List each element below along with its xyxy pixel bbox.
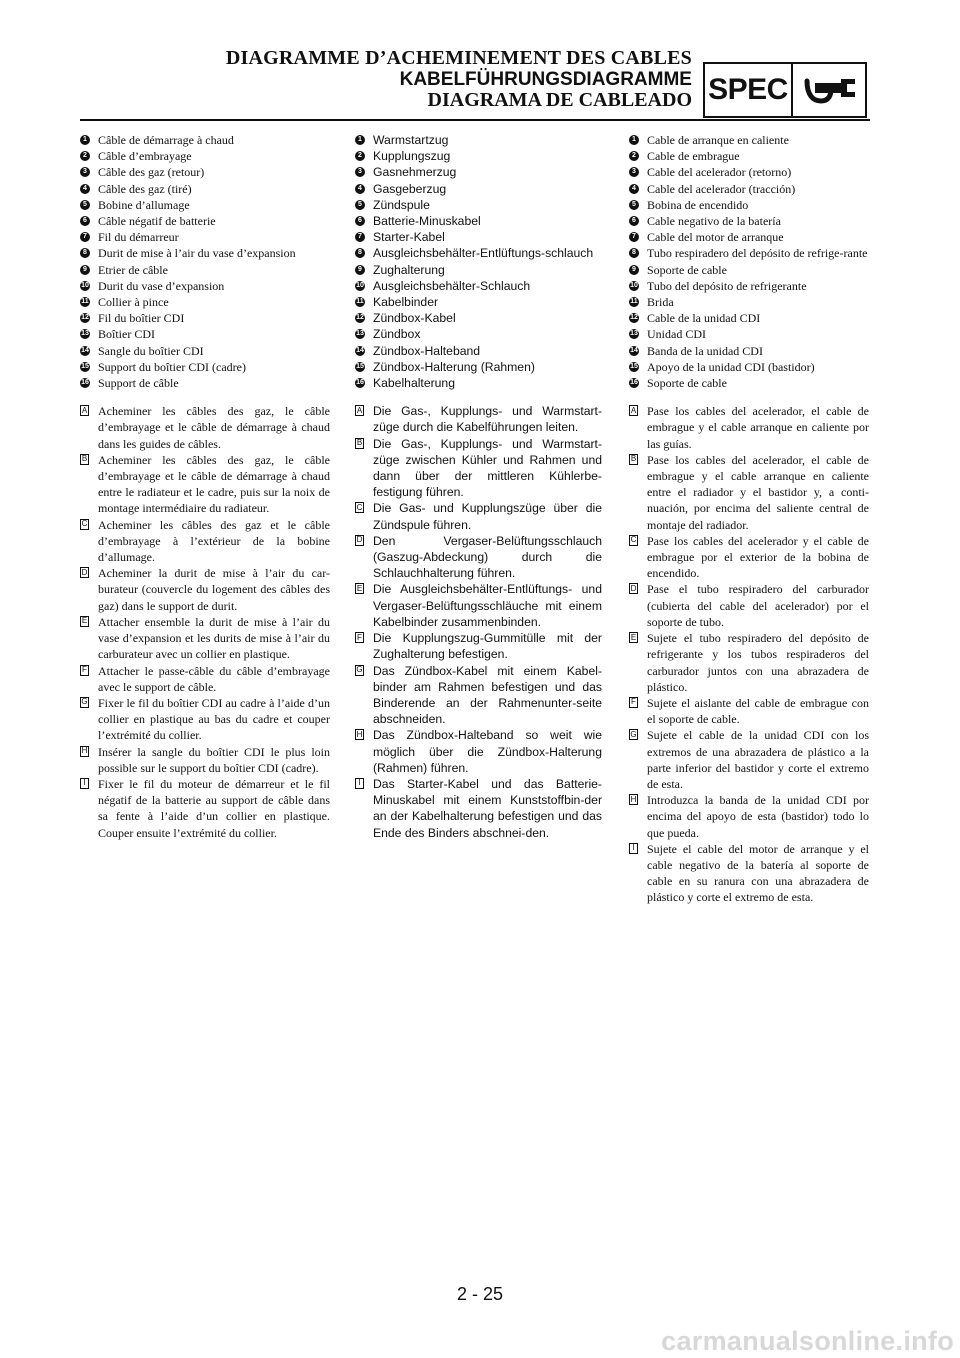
part-item — [355, 359, 602, 375]
note-letter-badge: F — [629, 697, 638, 708]
part-label: Collier à pince — [98, 295, 169, 310]
part-label: Support du boîtier CDI (cadre) — [98, 359, 246, 374]
part-item — [80, 310, 330, 326]
routing-note — [80, 517, 330, 566]
part-item — [355, 229, 602, 245]
part-number-badge: 2 — [629, 151, 639, 161]
part-number-badge: 11 — [629, 297, 639, 307]
part-number-badge: 3 — [355, 167, 365, 177]
routing-note — [80, 614, 330, 663]
part-item — [355, 164, 602, 180]
part-item — [629, 181, 869, 197]
title-spanish: DIAGRAMA DE CABLEADO — [427, 89, 692, 111]
part-number-badge: 3 — [80, 167, 90, 177]
part-item — [80, 375, 330, 391]
spec-label: SPEC — [705, 64, 793, 116]
part-item — [629, 132, 869, 148]
part-number-badge: 12 — [629, 313, 639, 323]
part-label: Zündbox — [373, 327, 421, 342]
note-letter-badge: F — [355, 632, 364, 643]
note-letter-badge: A — [630, 405, 637, 415]
part-item — [355, 310, 602, 326]
part-item — [629, 197, 869, 213]
routing-note — [629, 452, 869, 533]
header-rule — [80, 119, 870, 121]
routing-note — [355, 727, 602, 776]
part-label: Zughalterung — [373, 262, 445, 277]
note-letter-badge: E — [356, 583, 363, 593]
part-label: Etrier de câble — [98, 262, 168, 277]
part-item — [80, 229, 330, 245]
part-label: Cable del acelerador (retorno) — [647, 165, 792, 180]
note-letter-badge: A — [81, 405, 88, 415]
part-item — [629, 229, 869, 245]
page-number: 2 - 25 — [456, 1284, 504, 1304]
routing-note — [629, 841, 869, 906]
part-number-badge: 7 — [80, 232, 90, 242]
part-number-badge: 11 — [80, 297, 90, 307]
note-letter-badge: I — [355, 778, 364, 789]
part-label: Gasnehmerzug — [373, 165, 457, 180]
part-item — [355, 294, 602, 310]
routing-note — [355, 776, 602, 841]
note-letter-badge: D — [356, 535, 363, 545]
column-spanish — [629, 132, 869, 906]
part-label: Câble négatif de batterie — [98, 214, 216, 229]
note-text: Das Starter-Kabel und das Batterie-Minuskabel mit einem Kunststoffbin-der an der Kabelhalterung befestigen und das Ende des Binders abschnei-den. — [373, 776, 602, 840]
part-label: Apoyo de la unidad CDI (bastidor) — [647, 359, 815, 374]
section-gap — [80, 391, 330, 403]
part-item — [355, 245, 602, 261]
routing-note — [629, 403, 869, 452]
part-label: Gasgeberzug — [373, 181, 447, 196]
note-text: Attacher ensemble la durit de mise à l’air du vase d’expansion et les durits de mise à l’air du carburateur avec un collier en plastique. — [98, 614, 330, 662]
part-item — [80, 197, 330, 213]
part-number-badge: 4 — [629, 184, 639, 194]
part-label: Ausgleichsbehälter-Entlüftungs-schlauch — [373, 246, 594, 261]
part-number-badge: 8 — [80, 248, 90, 258]
part-number-badge: 6 — [629, 216, 639, 226]
part-label: Cable de arranque en caliente — [647, 133, 789, 147]
part-item — [355, 262, 602, 278]
section-gap — [629, 391, 869, 403]
part-label: Kabelbinder — [373, 295, 439, 310]
part-number-badge: 12 — [80, 313, 90, 323]
part-item — [355, 148, 602, 164]
note-letter-badge: E — [630, 632, 637, 642]
note-text: Die Gas-, Kupplungs- und Warmstart-züge zwischen Kühler und Rahmen und dann über der mittleren Kühlerbe-festigung führen. — [373, 436, 602, 500]
part-label: Ausgleichsbehälter-Schlauch — [373, 278, 531, 293]
part-number-badge: 13 — [355, 329, 365, 339]
part-number-badge: 9 — [80, 265, 90, 275]
part-number-badge: 14 — [80, 346, 90, 356]
part-number-badge: 13 — [80, 329, 90, 339]
part-label: Fil du boîtier CDI — [98, 311, 185, 326]
part-item — [629, 245, 869, 261]
part-item — [80, 132, 330, 148]
part-number-badge: 9 — [355, 265, 365, 275]
part-number-badge: 12 — [355, 313, 365, 323]
part-item — [355, 326, 602, 342]
part-item — [629, 359, 869, 375]
routing-note — [80, 403, 330, 452]
part-item — [80, 326, 330, 342]
routing-note — [80, 565, 330, 614]
part-number-badge: 16 — [629, 378, 639, 388]
part-item — [80, 294, 330, 310]
part-label: Cable de la unidad CDI — [647, 311, 761, 326]
part-label: Tubo del depósito de refrigerante — [647, 278, 807, 293]
part-number-badge: 1 — [629, 135, 639, 145]
part-number-badge: 13 — [629, 329, 639, 339]
routing-note — [629, 581, 869, 630]
part-label: Support de câble — [98, 376, 179, 391]
note-letter-badge: H — [630, 794, 637, 804]
part-number-badge: 5 — [629, 200, 639, 210]
part-item — [355, 132, 602, 148]
part-item — [629, 375, 869, 391]
routing-note — [629, 533, 869, 582]
title-french: DIAGRAMME D’ACHEMINEMENT DES CABLES — [225, 47, 692, 69]
part-label: Cable de embrague — [647, 149, 740, 164]
part-label: Zündspule — [373, 197, 430, 212]
part-number-badge: 15 — [355, 362, 365, 372]
part-item — [80, 164, 330, 180]
note-text: Die Gas- und Kupplungszüge über die Zündspule führen. — [373, 501, 602, 532]
part-label: Banda de la unidad CDI — [647, 343, 763, 358]
part-number-badge: 10 — [355, 281, 365, 291]
note-text: Introduzca la banda de la unidad CDI por encima del apoyo de esta (bastidor) todo lo que pueda. — [647, 793, 869, 840]
part-label: Câble d’embrayage — [98, 149, 192, 164]
note-text: Den Vergaser-Belüftungsschlauch (Gaszug-Abdeckung) durch die Schlauchhalterung führen. — [373, 533, 602, 581]
part-number-badge: 2 — [80, 151, 90, 161]
part-number-badge: 6 — [80, 216, 90, 226]
part-item — [355, 343, 602, 359]
part-item — [355, 181, 602, 197]
part-number-badge: 9 — [629, 265, 639, 275]
part-item — [355, 213, 602, 229]
routing-note — [355, 533, 602, 582]
part-item — [80, 359, 330, 375]
part-label: Câble de démarrage à chaud — [98, 133, 234, 147]
routing-note — [355, 403, 602, 435]
part-number-badge: 8 — [629, 248, 639, 258]
note-letter-badge: G — [630, 729, 637, 739]
part-label: Cable negativo de la batería — [647, 214, 781, 229]
note-text: Die Kupplungszug-Gummitülle mit der Zughalterung befestigen. — [373, 631, 602, 662]
part-item — [629, 326, 869, 342]
part-number-badge: 5 — [355, 200, 365, 210]
routing-note — [80, 776, 330, 841]
routing-note — [80, 663, 330, 695]
routing-note — [80, 744, 330, 776]
part-item — [80, 262, 330, 278]
part-item — [80, 278, 330, 294]
note-letter-badge: F — [80, 665, 89, 676]
note-letter-badge: G — [81, 697, 88, 707]
note-text: Acheminer la durit de mise à l’air du car-burateur (couvercle du logement des câbles des gaz) dans le support de durit. — [98, 566, 330, 613]
column-french — [80, 132, 330, 841]
routing-note — [80, 695, 330, 744]
note-text: Sujete el tubo respiradero del depósito de refrigerante y los tubos respiraderos del carburador juntos con una abrazadera de plástico. — [647, 631, 869, 694]
part-number-badge: 6 — [355, 216, 365, 226]
routing-note — [355, 581, 602, 630]
part-item — [629, 213, 869, 229]
part-item — [629, 164, 869, 180]
part-label: Câble des gaz (retour) — [98, 165, 205, 180]
routing-note — [355, 630, 602, 662]
part-item — [629, 278, 869, 294]
part-number-badge: 11 — [355, 297, 365, 307]
routing-note — [629, 695, 869, 727]
note-letter-badge: B — [630, 454, 637, 464]
note-text: Pase los cables del acelerador, el cable de embrague y el cable arranque en caliente por las guías. — [647, 404, 869, 451]
part-label: Zündbox-Halteband — [373, 343, 481, 358]
part-item — [80, 213, 330, 229]
part-label: Batterie-Minuskabel — [373, 214, 481, 229]
part-label: Bobine d’allumage — [98, 197, 190, 212]
part-number-badge: 10 — [629, 281, 639, 291]
part-item — [629, 148, 869, 164]
note-text: Acheminer les câbles des gaz, le câble d’embrayage et le câble de démarrage à chaud dans les guides de câbles. — [98, 404, 330, 451]
routing-note — [355, 436, 602, 501]
part-number-badge: 1 — [80, 135, 90, 145]
part-label: Durit du vase d’expansion — [98, 278, 225, 293]
part-number-badge: 14 — [355, 346, 365, 356]
note-letter-badge: B — [81, 454, 88, 464]
note-text: Acheminer les câbles des gaz, le câble d’embrayage et le câble de démarrage à chaud entre le radiateur et le cadre, puis sur la noix de montage intermédiaire du radiateur. — [98, 452, 330, 516]
part-item — [80, 148, 330, 164]
part-label: Unidad CDI — [647, 327, 706, 342]
routing-note — [355, 500, 602, 532]
column-german — [355, 132, 602, 841]
part-number-badge: 7 — [629, 232, 639, 242]
part-label: Warmstartzug — [373, 133, 449, 147]
note-letter-badge: H — [81, 745, 88, 755]
part-number-badge: 10 — [80, 281, 90, 291]
part-label: Durit de mise à l’air du vase d’expansion — [98, 246, 296, 261]
part-item — [355, 375, 602, 391]
part-number-badge: 7 — [355, 232, 365, 242]
routing-note — [629, 792, 869, 841]
section-gap — [355, 391, 602, 403]
part-label: Cable del motor de arranque — [647, 230, 784, 245]
part-number-badge: 15 — [80, 362, 90, 372]
note-letter-badge: H — [356, 729, 363, 739]
part-label: Zündbox-Kabel — [373, 311, 456, 326]
note-text: Das Zündbox-Kabel mit einem Kabel-binder am Rahmen befestigen und das Binderende an der Rahmenunter-seite abschneiden. — [373, 663, 602, 727]
part-number-badge: 14 — [629, 346, 639, 356]
note-text: Sujete el aislante del cable de embrague con el soporte de cable. — [647, 695, 869, 727]
note-letter-badge: C — [356, 502, 363, 512]
routing-note — [80, 452, 330, 517]
note-text: Fixer le fil du moteur de démarreur et le fil négatif de la batterie au support de câble dans sa fente à l’aide d’un collier en plastique. Couper ensuite l’extrémité du collier. — [98, 776, 330, 840]
note-letter-badge: A — [356, 405, 363, 415]
note-text: Insérer la sangle du boîtier CDI le plus loin possible sur le support du boîtier CDI (cadre). — [98, 744, 330, 775]
spec-section-badge — [703, 62, 867, 118]
part-item — [355, 278, 602, 294]
part-number-badge: 16 — [355, 378, 365, 388]
part-label: Soporte de cable — [647, 262, 727, 277]
note-text: Attacher le passe-câble du câble d’embrayage avec le support de câble. — [98, 663, 330, 694]
part-label: Kabelhalterung — [373, 376, 455, 391]
part-item — [80, 181, 330, 197]
wrench-icon — [793, 64, 865, 116]
note-text: Das Zündbox-Halteband so weit wie möglich über die Zündbox-Halterung (Rahmen) führen. — [373, 728, 602, 775]
part-item — [355, 197, 602, 213]
part-item — [629, 262, 869, 278]
part-label: Soporte de cable — [647, 376, 727, 391]
part-label: Tubo respiradero del depósito de refrige-rante — [647, 246, 868, 261]
part-number-badge: 8 — [355, 248, 365, 258]
note-letter-badge: C — [630, 535, 637, 545]
part-label: Câble des gaz (tiré) — [98, 181, 192, 196]
part-number-badge: 4 — [80, 184, 90, 194]
part-number-badge: 4 — [355, 184, 365, 194]
part-label: Boîtier CDI — [98, 327, 155, 342]
part-number-badge: 3 — [629, 167, 639, 177]
part-item — [629, 310, 869, 326]
part-number-badge: 15 — [629, 362, 639, 372]
note-text: Die Gas-, Kupplungs- und Warmstart-züge durch die Kabelführungen leiten. — [373, 404, 602, 435]
part-label: Starter-Kabel — [373, 230, 445, 245]
note-text: Acheminer les câbles des gaz et le câble d’embrayage à l’extérieur de la bobine d’allumage. — [98, 517, 330, 565]
note-letter-badge: D — [630, 583, 637, 593]
note-text: Pase los cables del acelerador y el cable de embrague por el exterior de la bobina de encendido. — [647, 533, 869, 581]
note-letter-badge: D — [81, 567, 88, 577]
routing-note — [355, 663, 602, 728]
note-letter-badge: I — [80, 778, 89, 789]
part-label: Fil du démarreur — [98, 230, 179, 245]
note-text: Sujete el cable del motor de arranque y el cable negativo de la batería al soporte de cable en su ranura con una abrazadera de plástico y corte el extremo de esta. — [647, 841, 869, 905]
note-letter-badge: G — [356, 664, 363, 674]
part-label: Sangle du boîtier CDI — [98, 343, 204, 358]
note-letter-badge: I — [629, 843, 638, 854]
note-text: Sujete el cable de la unidad CDI con los extremos de una abrazadera de plástico a la parte inferior del bastidor y corte el extremo de esta. — [647, 728, 869, 791]
note-letter-badge: E — [81, 616, 88, 626]
part-item — [80, 245, 330, 261]
note-text: Die Ausgleichsbehälter-Entlüftungs- und Vergaser-Belüftungsschläuche mit einem Kabelbinder zusammenbinden. — [373, 582, 602, 629]
part-number-badge: 16 — [80, 378, 90, 388]
part-item — [629, 343, 869, 359]
note-text: Pase los cables del acelerador, el cable de embrague y el cable arranque en caliente entre el radiador y el bastidor y, a conti-nuación, por encima del saliente central de montaje del radiador. — [647, 452, 869, 532]
note-letter-badge: B — [356, 438, 363, 448]
note-text: Fixer le fil du boîtier CDI au cadre à l’aide d’un collier en plastique au bas du cadre et couper l’extrémité du collier. — [98, 695, 330, 743]
part-label: Kupplungszug — [373, 149, 451, 164]
note-text: Pase el tubo respiradero del carburador (cubierta del cable del acelerador) por el soporte de tubo. — [647, 582, 869, 629]
title-block — [226, 48, 692, 111]
watermark-logo: carmanualsonline.info — [661, 1326, 954, 1356]
part-label: Brida — [647, 295, 674, 310]
part-number-badge: 2 — [355, 151, 365, 161]
part-label: Zündbox-Halterung (Rahmen) — [373, 359, 535, 374]
part-item — [629, 294, 869, 310]
routing-note — [629, 727, 869, 792]
part-item — [80, 343, 330, 359]
part-label: Bobina de encendido — [647, 197, 749, 212]
note-letter-badge: C — [81, 519, 88, 529]
title-german: KABELFÜHRUNGSDIAGRAMME — [399, 69, 692, 90]
routing-note — [629, 630, 869, 695]
part-label: Cable del acelerador (tracción) — [647, 181, 796, 196]
page-header — [0, 48, 960, 120]
part-number-badge: 1 — [355, 135, 365, 145]
part-number-badge: 5 — [80, 200, 90, 210]
